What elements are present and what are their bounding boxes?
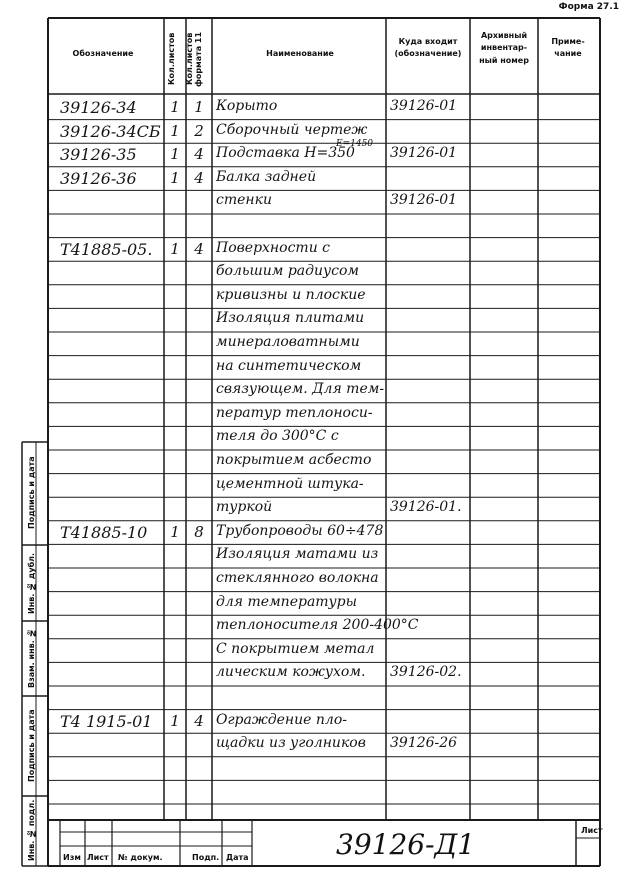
row-fmt: 4 <box>194 711 204 730</box>
row-where: 39126-01 <box>390 192 458 209</box>
header-format-sheets: Кол.листов формата 11 <box>185 31 203 87</box>
row-sheets: 1 <box>170 98 180 116</box>
row-name: туркой <box>216 499 273 516</box>
row-name: лическим кожухом. <box>216 664 366 681</box>
side-label-sign-date-1: Подпись и дата <box>27 709 36 783</box>
row-name: Изоляция матами из <box>216 546 379 563</box>
row-name: связующем. Для тем- <box>216 381 385 398</box>
row-name: Трубопроводы 60÷478 <box>216 522 384 539</box>
title-sheet-label: Лист <box>581 826 603 835</box>
row-name: Ограждение пло- <box>216 711 347 728</box>
row-where: 39126-02. <box>390 664 462 681</box>
row-where: 39126-01 <box>390 98 458 114</box>
row-name: большим радиусом <box>216 263 360 280</box>
row-sheets: 1 <box>170 168 180 187</box>
row-designation: 39126-34СБ <box>60 121 161 141</box>
row-sheets: 1 <box>170 522 180 541</box>
scribble-note: Е=1450 <box>336 139 374 149</box>
row-name: Подставка Н=350 <box>216 145 355 162</box>
row-name: Балка задней <box>216 168 317 185</box>
row-name: минераловатными <box>216 334 360 350</box>
row-name: Изоляция плитами <box>216 310 365 327</box>
row-name: теплоносителя 200-400°С <box>216 617 419 634</box>
row-name: Сборочный чертеж <box>216 121 368 138</box>
header-sheet-count: Кол.листов <box>167 32 176 86</box>
header-designation: Обозначение <box>72 49 134 58</box>
row-name: Корыто <box>216 98 278 114</box>
title-doc-no: № докум. <box>118 853 163 862</box>
row-name: Поверхности с <box>216 239 331 256</box>
form-label: Форма 27.1 <box>558 2 619 12</box>
row-designation: Т4 1915-01 <box>60 711 153 731</box>
side-label-sign-date-2: Подпись и дата <box>27 456 36 530</box>
row-name: стеклянного волокна <box>216 570 379 586</box>
row-name: цементной штука- <box>216 475 364 492</box>
row-designation: 39126-34 <box>60 98 137 117</box>
title-date: Дата <box>226 853 249 862</box>
row-designation: Т41885-10 <box>60 522 148 542</box>
row-name: для температуры <box>216 593 358 610</box>
row-fmt: 4 <box>194 168 204 187</box>
row-name: С покрытием метал <box>216 640 375 657</box>
row-designation: 39126-35 <box>60 145 137 165</box>
side-label-inv-duplicate: Инв. № дубл. <box>27 552 36 614</box>
row-name: щадки из уголников <box>216 735 366 752</box>
row-sheets: 1 <box>170 145 180 164</box>
row-designation: 39126-36 <box>60 168 137 188</box>
header-where-used: Куда входит (обозначение) <box>394 37 462 59</box>
row-fmt: 8 <box>194 522 204 541</box>
row-fmt: 1 <box>194 98 204 116</box>
row-name: теля до 300°С с <box>216 428 339 445</box>
header-note: Приме-чание <box>551 37 585 59</box>
row-designation: Т41885-05. <box>60 239 153 259</box>
row-fmt: 4 <box>194 145 204 164</box>
row-sheets: 1 <box>170 239 180 258</box>
document-number: 39126-Д1 <box>336 828 476 861</box>
row-name: покрытием асбесто <box>216 452 372 468</box>
row-where: 39126-01 <box>390 145 458 162</box>
row-name: на синтетическом <box>216 357 362 374</box>
side-label-interchange-inv: Взам. инв. № <box>27 628 36 688</box>
row-where: 39126-01. <box>390 499 462 516</box>
row-name: ператур теплоноси- <box>216 404 373 421</box>
row-where: 39126-26 <box>390 735 458 752</box>
header-name: Наименование <box>266 49 334 58</box>
row-sheets: 1 <box>170 711 180 730</box>
row-fmt: 4 <box>194 239 204 258</box>
row-name: кривизны и плоские <box>216 286 366 303</box>
title-list: Лист <box>87 853 109 862</box>
row-fmt: 2 <box>194 121 204 140</box>
side-label-inv-original: Инв. № подл. <box>27 799 36 861</box>
title-izm: Изм <box>63 853 81 862</box>
row-name: стенки <box>216 192 272 209</box>
title-sign: Подп. <box>192 853 220 862</box>
row-sheets: 1 <box>170 121 180 140</box>
header-archive-number: Архивный инвентар-ный номер <box>479 31 529 65</box>
